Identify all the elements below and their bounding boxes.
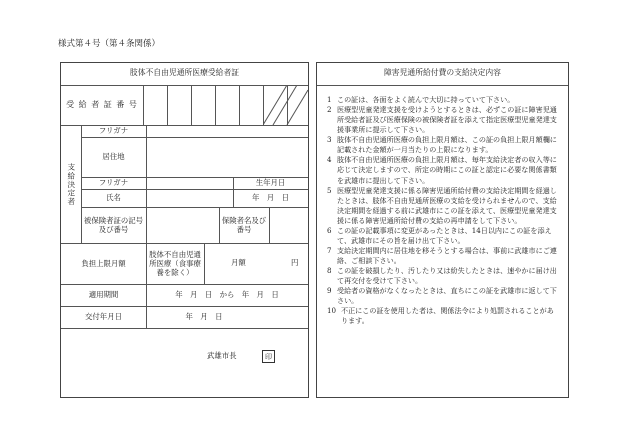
limit-description: 肢体不自由児通所医療（食事療養を除く） xyxy=(149,249,201,278)
decision-target-label: 支給決定者 xyxy=(66,162,76,206)
note-item: 8 この証を破損したり、汚したり又は紛失したときは、速やかに届け出て再交付を受けて下さい。 xyxy=(327,266,557,286)
birthdate-label: 生年月日 xyxy=(255,178,286,188)
period-label: 適用期間 xyxy=(88,290,119,300)
name-label: 氏名 xyxy=(106,193,121,203)
notes-panel xyxy=(316,62,569,398)
monthly-label: 月額 xyxy=(231,258,246,267)
certificate-title: 肢体不自由児通所医療受給者証 xyxy=(129,68,240,78)
note-item: 1 この証は、各面をよく読んで大切に持っていて下さい。 xyxy=(327,95,515,104)
issue-date-value: 年 月 日 xyxy=(185,312,223,322)
note-item: 10 不正にこの証を使用した者は、関係法令により処罰されることがあります。 xyxy=(327,306,554,326)
furigana-label-2: フリガナ xyxy=(98,178,129,188)
form-number: 様式第４号（第４条関係） xyxy=(58,39,161,49)
note-item: 4 肢体不自由児通所医療の負担上限月額は、毎年支給決定者の収入等に応じて決定しますので、所定の時期にこの証と認定に必要な関係書類を武雄市に提出して下さい。 xyxy=(327,155,557,185)
recipient-number-hatch xyxy=(263,85,308,125)
note-item: 5 医療型児童発達支援に係る障害児通所給付費の支給決定期間を経過したときは、肢体不自由児通所医療の支給を受けられませんので、支給決定期間を経過する前に武雄市にこの証を添えて、医療型児童発達支援に係る障害児通所給付費の支給の再申請をして下さい。 xyxy=(327,185,557,225)
mayor-label: 武雄市長 xyxy=(207,351,237,360)
note-item: 2 医療型児童発達支援を受けようとするときは、必ずこの証に障害児通所受給者証及び医療保険の被保険者証を添えて指定医療型児童発達支援事業所に提示して下さい。 xyxy=(327,105,557,135)
note-item: 9 受給者の資格がなくなったときは、直ちにこの証を武雄市に返して下さい。 xyxy=(327,286,557,306)
yen-label: 円 xyxy=(291,258,299,267)
seal-stamp: 印 xyxy=(262,350,275,363)
insurer-label: 保険者名及び番号 xyxy=(221,215,267,234)
period-value: 年 月 日 から 年 月 日 xyxy=(175,290,279,300)
recipient-number-label: 受 給 者 証 番 号 xyxy=(66,100,138,109)
birthdate-value: 年 月 日 xyxy=(252,193,289,203)
notes-title: 障害児通所給付費の支給決定内容 xyxy=(384,68,501,78)
certificate-panel xyxy=(60,62,309,398)
address-label: 居住地 xyxy=(102,152,125,162)
insured-label: 被保険者証の記号及び番号 xyxy=(83,215,144,234)
notes-list xyxy=(327,95,559,326)
note-item: 7 支給決定期間内に居住地を移そうとする場合は、事前に武雄市にご連絡、ご相談下さい。 xyxy=(327,245,557,265)
issue-date-label: 交付年月日 xyxy=(85,312,122,322)
note-item: 6 この証の記載事項に変更があったときは、14日以内にこの証を添えて、武雄市にその旨を届け出て下さい。 xyxy=(327,225,552,245)
furigana-label: フリガナ xyxy=(98,126,129,136)
limit-label: 負担上限月額 xyxy=(81,258,126,268)
note-item: 3 肢体不自由児通所医療の負担上限月額は、この証の負担上限月額欄に記載された金額が一月当たりの上限になります。 xyxy=(327,135,557,155)
